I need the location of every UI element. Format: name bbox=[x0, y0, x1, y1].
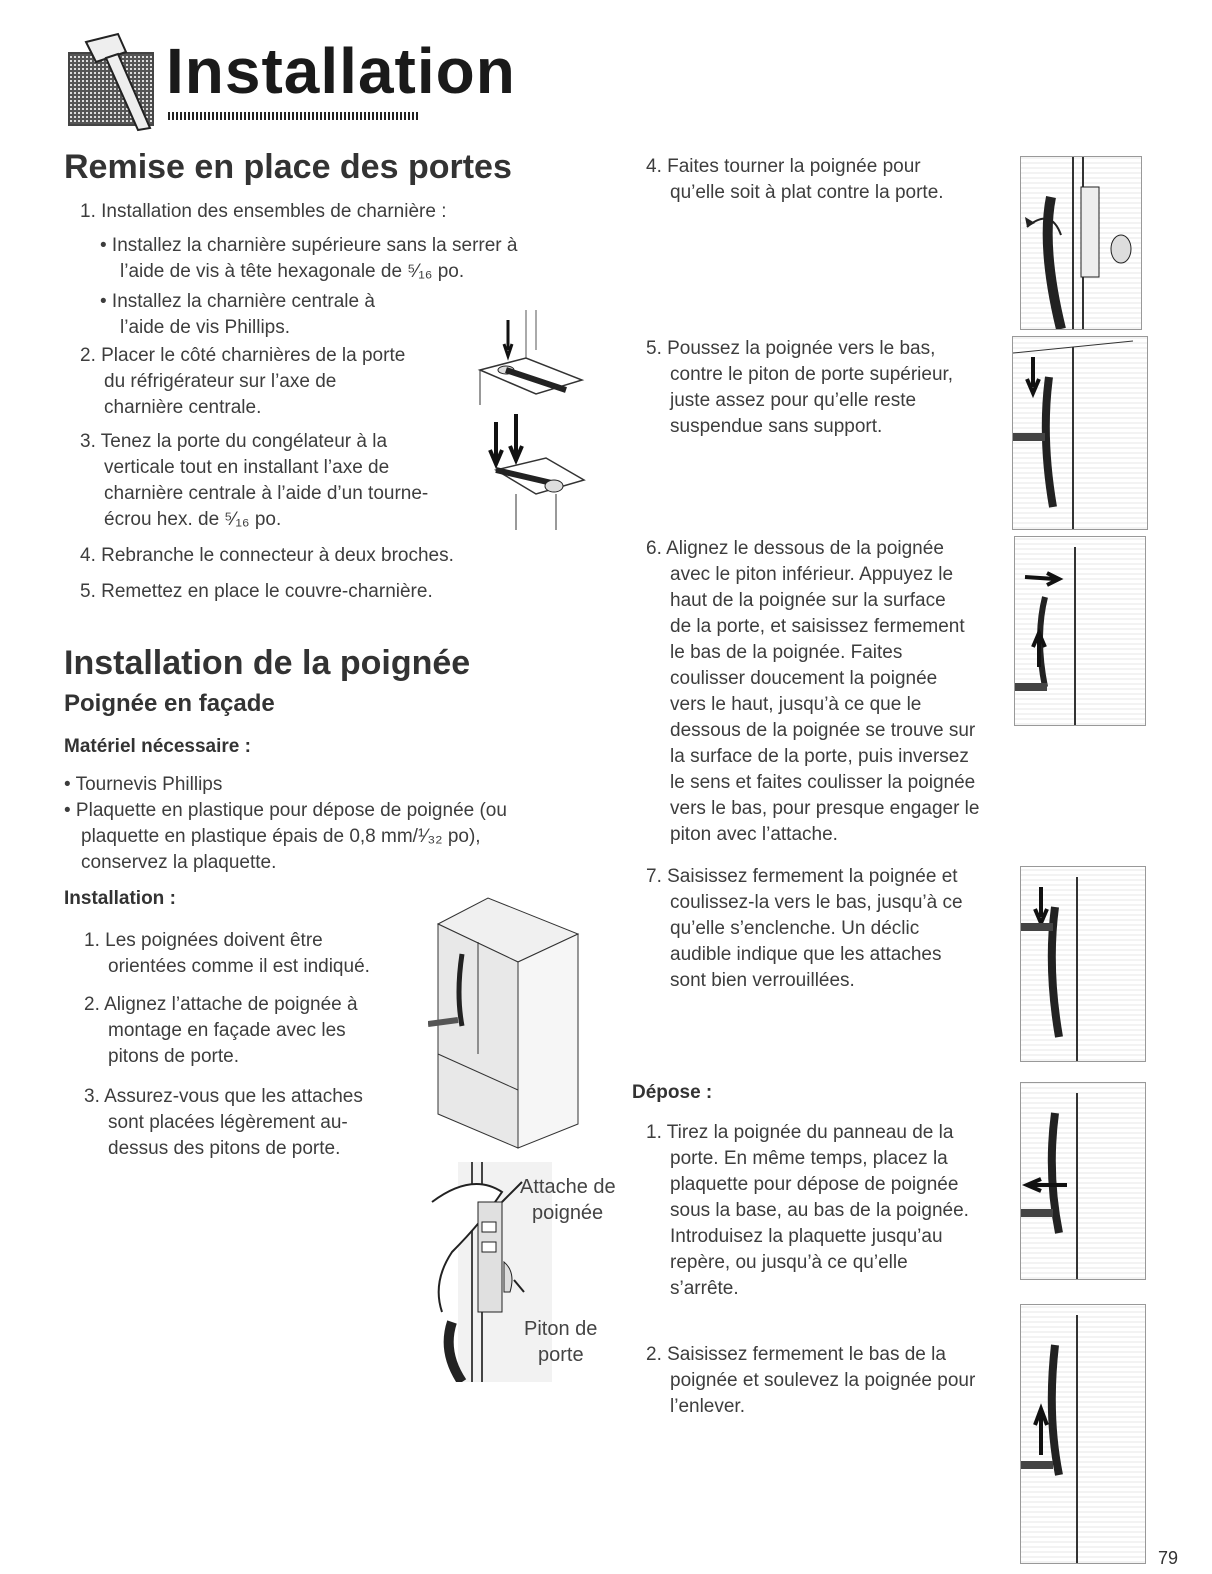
r-step6-l5: le bas de la poignée. Faites bbox=[670, 642, 903, 663]
section-title-remise: Remise en place des portes bbox=[64, 148, 512, 186]
callout-piton-l1: Piton de bbox=[524, 1318, 598, 1340]
dep-step1-l6: repère, ou jusqu’à ce qu’elle bbox=[670, 1252, 908, 1273]
r-step5 bbox=[646, 336, 1006, 440]
r-step6-l7: vers le haut, jusqu’à ce que le bbox=[670, 694, 922, 715]
s1-bullet2 bbox=[100, 289, 500, 341]
s1-step1: 1. Installation des ensembles de charnière : bbox=[80, 201, 447, 222]
inst-step3-l3: dessus des pitons de porte. bbox=[108, 1138, 341, 1159]
header-icon bbox=[66, 32, 158, 132]
r-step6-l8: dessous de la poignée se trouve sur bbox=[670, 720, 976, 741]
s1-bullet1-l1: • Installez la charnière supérieure sans la serrer à bbox=[100, 235, 518, 256]
mat-bullet2 bbox=[64, 798, 604, 876]
inst-step3 bbox=[84, 1084, 414, 1162]
inst-step3-l2: sont placées légèrement au- bbox=[108, 1112, 348, 1133]
s1-bullet2-l1: • Installez la charnière centrale à bbox=[100, 291, 375, 312]
s1-bullet1 bbox=[100, 233, 580, 285]
dep-step1 bbox=[646, 1120, 1006, 1302]
r-step7 bbox=[646, 864, 1006, 994]
figure-step4 bbox=[1020, 156, 1142, 330]
dep-step1-l7: s’arrête. bbox=[670, 1278, 739, 1299]
dep-step1-l3: plaquette pour dépose de poignée bbox=[670, 1174, 959, 1195]
page-number: 79 bbox=[1158, 1548, 1179, 1568]
s1-step3-l1: 3. Tenez la porte du congélateur à la bbox=[80, 431, 388, 452]
s1-step3-l3: charnière centrale à l’aide d’un tourne- bbox=[104, 483, 429, 504]
callout-piton-l2: porte bbox=[538, 1344, 584, 1366]
r-step4 bbox=[646, 154, 1006, 206]
callout-attache-l1: Attache de bbox=[520, 1176, 616, 1198]
figure-step5 bbox=[1012, 336, 1148, 530]
r-step7-l4: audible indique que les attaches bbox=[670, 944, 942, 965]
install-title: Installation : bbox=[64, 888, 176, 909]
materiel-title: Matériel nécessaire : bbox=[64, 736, 251, 757]
inst-step2-l3: pitons de porte. bbox=[108, 1046, 239, 1067]
figure-depose2 bbox=[1020, 1304, 1146, 1564]
r-step6 bbox=[646, 536, 1016, 848]
r-step5-l4: suspendue sans support. bbox=[670, 416, 883, 437]
figure-step7 bbox=[1020, 866, 1146, 1062]
inst-step1-l2: orientées comme il est indiqué. bbox=[108, 956, 370, 977]
mat-bullet2-l3: conservez la plaquette. bbox=[81, 852, 277, 873]
s1-step5: 5. Remettez en place le couvre-charnière. bbox=[80, 581, 433, 602]
dep-step1-l2: porte. En même temps, placez la bbox=[670, 1148, 948, 1169]
inst-step3-l1: 3. Assurez-vous que les attaches bbox=[84, 1086, 363, 1107]
s1-step3-l2: verticale tout en installant l’axe de bbox=[104, 457, 390, 478]
title-underline bbox=[168, 112, 418, 120]
s1-step3 bbox=[80, 429, 500, 533]
hammer-icon bbox=[66, 32, 158, 132]
r-step6-l10: le sens et faites coulisser la poignée bbox=[670, 772, 976, 793]
dep-step1-l1: 1. Tirez la poignée du panneau de la bbox=[646, 1122, 954, 1143]
r-step7-l3: qu’elle s’enclenche. Un déclic bbox=[670, 918, 920, 939]
dep-step1-l5: Introduisez la plaquette jusqu’au bbox=[670, 1226, 943, 1247]
inst-step1 bbox=[84, 928, 414, 980]
s1-step2-l1: 2. Placer le côté charnières de la porte bbox=[80, 345, 406, 366]
figure-depose1 bbox=[1020, 1082, 1146, 1280]
r-step6-l1: 6. Alignez le dessous de la poignée bbox=[646, 538, 944, 559]
dep-step2-l1: 2. Saisissez fermement le bas de la bbox=[646, 1344, 946, 1365]
r-step6-l2: avec le piton inférieur. Appuyez le bbox=[670, 564, 954, 585]
fridge-illustration bbox=[428, 894, 580, 1150]
r-step5-l2: contre le piton de porte supérieur, bbox=[670, 364, 954, 385]
mat-bullet2-l1: • Plaquette en plastique pour dépose de poignée (ou bbox=[64, 800, 507, 821]
mat-bullet2-l2: plaquette en plastique épais de 0,8 mm/¹⁄₃₂ po), bbox=[81, 826, 481, 847]
r-step4-l1: 4. Faites tourner la poignée pour bbox=[646, 156, 921, 177]
r-step5-l1: 5. Poussez la poignée vers le bas, bbox=[646, 338, 936, 359]
depose-title: Dépose : bbox=[632, 1082, 713, 1103]
r-step6-l9: la surface de la porte, puis inversez bbox=[670, 746, 969, 767]
s1-step2-l3: charnière centrale. bbox=[104, 397, 262, 418]
r-step6-l12: piton avec l’attache. bbox=[670, 824, 838, 845]
s1-step2 bbox=[80, 343, 480, 421]
dep-step1-l4: sous la base, au bas de la poignée. bbox=[670, 1200, 969, 1221]
r-step5-l3: juste assez pour qu’elle reste bbox=[670, 390, 917, 411]
figure-step6 bbox=[1014, 536, 1146, 726]
r-step6-l11: vers le bas, pour presque engager le bbox=[670, 798, 980, 819]
r-step6-l4: de la porte, et saisissez fermement bbox=[670, 616, 965, 637]
dep-step2-l3: l’enlever. bbox=[670, 1396, 745, 1417]
callout-attache bbox=[520, 1174, 616, 1226]
r-step6-l6: coulisser doucement la poignée bbox=[670, 668, 938, 689]
s1-bullet1-l2: l’aide de vis à tête hexagonale de ⁵⁄₁₆ po. bbox=[120, 261, 465, 282]
r-step7-l1: 7. Saisissez fermement la poignée et bbox=[646, 866, 958, 887]
dep-step2-l2: poignée et soulevez la poignée pour bbox=[670, 1370, 976, 1391]
r-step4-l2: qu’elle soit à plat contre la porte. bbox=[670, 182, 944, 203]
s1-step4: 4. Rebranche le connecteur à deux broches. bbox=[80, 545, 454, 566]
mat-bullet1: • Tournevis Phillips bbox=[64, 774, 223, 795]
r-step7-l5: sont bien verrouillées. bbox=[670, 970, 855, 991]
callout-piton bbox=[524, 1316, 597, 1368]
inst-step1-l1: 1. Les poignées doivent être bbox=[84, 930, 323, 951]
inst-step2 bbox=[84, 992, 414, 1070]
inst-step2-l2: montage en façade avec les bbox=[108, 1020, 346, 1041]
inst-step2-l1: 2. Alignez l’attache de poignée à bbox=[84, 994, 358, 1015]
subtitle-facade: Poignée en façade bbox=[64, 690, 275, 717]
page-title: Installation bbox=[166, 35, 516, 107]
hinge-illustration bbox=[476, 310, 586, 530]
s1-step2-l2: du réfrigérateur sur l’axe de bbox=[104, 371, 337, 392]
s1-step3-l4: écrou hex. de ⁵⁄₁₆ po. bbox=[104, 509, 282, 530]
r-step7-l2: coulissez-la vers le bas, jusqu’à ce bbox=[670, 892, 963, 913]
dep-step2 bbox=[646, 1342, 1006, 1420]
section-title-poignee: Installation de la poignée bbox=[64, 644, 471, 682]
callout-attache-l2: poignée bbox=[532, 1202, 604, 1224]
r-step6-l3: haut de la poignée sur la surface bbox=[670, 590, 946, 611]
s1-bullet2-l2: l’aide de vis Phillips. bbox=[120, 317, 291, 338]
